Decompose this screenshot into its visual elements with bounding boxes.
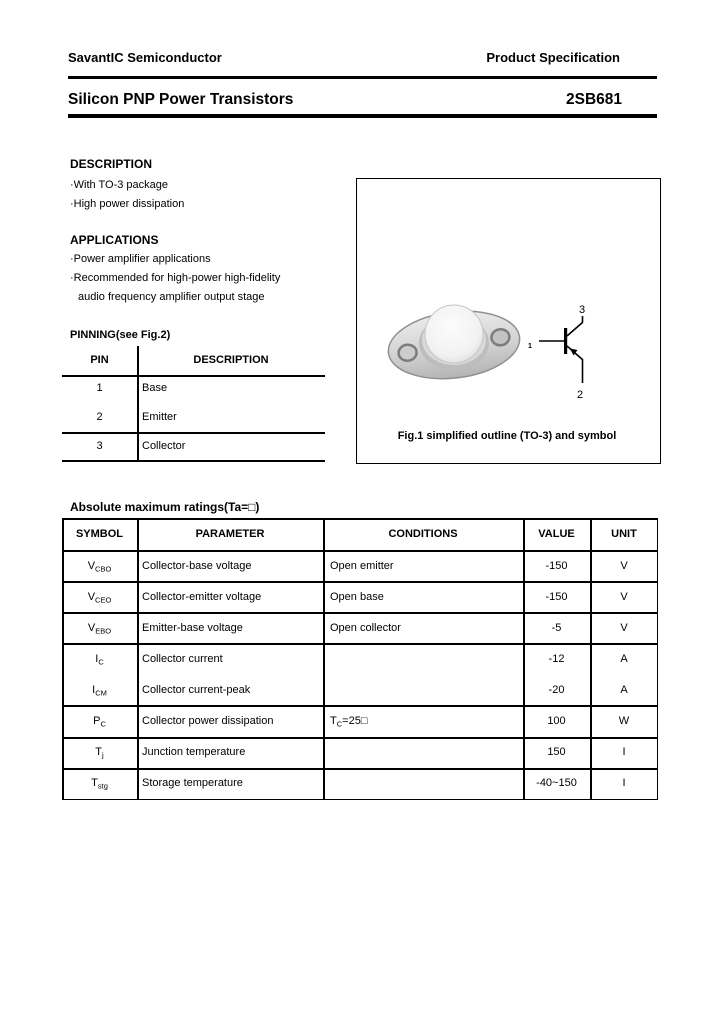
rating-symbol: $T_{stg}$ [91, 777, 108, 791]
applications-heading: APPLICATIONS [70, 233, 159, 247]
applications-item: ·Recommended for high-power high-fidelity [70, 272, 281, 284]
pin-number: 2 [96, 411, 103, 423]
symbol-base-bar [564, 328, 567, 354]
pinning-line [62, 432, 325, 434]
rating-parameter: Collector-base voltage [142, 560, 252, 572]
rating-parameter: Junction temperature [142, 746, 246, 758]
ratings-table [62, 518, 658, 800]
pinning-col-desc: DESCRIPTION [193, 354, 269, 366]
figure-caption: Fig.1 simplified outline (TO-3) and symbol [397, 430, 617, 442]
rating-conditions: Open collector [330, 622, 401, 634]
rating-unit: V [620, 591, 628, 603]
description-heading: DESCRIPTION [70, 157, 153, 171]
page-title: Silicon PNP Power Transistors [68, 91, 294, 108]
rating-symbol: $V_{CEO}$ [87, 591, 112, 605]
rating-parameter: Emitter-base voltage [142, 622, 243, 634]
pin-number: 3 [96, 440, 103, 452]
header-rule-bottom [68, 114, 657, 118]
rating-value: 100 [547, 715, 566, 727]
rating-value: -40~150 [536, 777, 577, 789]
rating-symbol: $T_j$ [95, 746, 104, 760]
pin-description: Base [142, 382, 168, 394]
table-line [62, 612, 658, 614]
rating-conditions: Open emitter [330, 560, 394, 572]
ratings-col-conditions: CONDITIONS [388, 528, 458, 540]
rating-parameter: Collector power dissipation [142, 715, 274, 727]
rating-value: -5 [551, 622, 562, 634]
table-line [62, 799, 658, 801]
table-line [137, 518, 139, 800]
table-line [62, 581, 658, 583]
table-line [62, 705, 658, 707]
rating-value: -12 [548, 653, 565, 665]
pinning-table [62, 346, 325, 462]
pinning-line [62, 460, 325, 462]
rating-parameter: Storage temperature [142, 777, 243, 789]
rating-symbol: $V_{EBO}$ [87, 622, 112, 636]
table-line [62, 643, 658, 645]
table-line [62, 518, 658, 520]
rating-unit: V [620, 560, 628, 572]
rating-unit: W [618, 715, 630, 727]
rating-parameter: Collector-emitter voltage [142, 591, 262, 603]
doc-type: Product Specification [486, 50, 620, 65]
pin-description: Emitter [142, 411, 177, 423]
rating-value: -150 [545, 591, 568, 603]
description-item: ·High power dissipation [70, 198, 185, 210]
rating-symbol: $I_{CM}$ [92, 684, 107, 698]
vendor-name: SavantIC Semiconductor [68, 50, 222, 65]
pin-description: Collector [142, 440, 186, 452]
rating-parameter: Collector current-peak [142, 684, 251, 696]
symbol-collector-lead [567, 322, 583, 336]
table-line [323, 518, 325, 800]
rating-value: 150 [547, 746, 566, 758]
rating-symbol: $I_C$ [95, 653, 104, 667]
to3-package-photo [382, 289, 527, 395]
rating-unit: I [622, 746, 626, 758]
emitter-pin-label: 2 [577, 389, 584, 401]
rating-unit: A [620, 653, 628, 665]
rating-conditions: Open base [330, 591, 384, 603]
description-item: ·With TO-3 package [70, 179, 169, 191]
header-rule-top [68, 76, 657, 79]
pinning-line [62, 375, 325, 377]
table-line [62, 768, 658, 770]
rating-conditions: $T_C=25□$ [330, 715, 368, 729]
ratings-heading: Absolute maximum ratings(Ta=□) [70, 500, 260, 514]
pinning-col-pin: PIN [90, 354, 109, 366]
table-line [62, 550, 658, 552]
part-number: 2SB681 [565, 91, 622, 108]
rating-unit: I [622, 777, 626, 789]
applications-item: audio frequency amplifier output stage [78, 291, 265, 303]
table-line [62, 737, 658, 739]
rating-symbol: $P_C$ [93, 715, 106, 729]
rating-parameter: Collector current [142, 653, 223, 665]
rating-value: -150 [545, 560, 568, 572]
rating-value: -20 [548, 684, 565, 696]
ratings-col-value: VALUE [538, 528, 575, 540]
ratings-col-parameter: PARAMETER [195, 528, 265, 540]
applications-item: ·Power amplifier applications [70, 253, 211, 265]
rating-unit: V [620, 622, 628, 634]
pinning-heading: PINNING(see Fig.2) [70, 329, 171, 341]
rating-symbol: $V_{CBO}$ [87, 560, 112, 574]
ratings-col-unit: UNIT [611, 528, 637, 540]
base-pin-label: 1 [528, 343, 532, 350]
figure-box [356, 178, 661, 464]
rating-unit: A [620, 684, 628, 696]
collector-pin-label: 3 [579, 304, 586, 316]
pin-number: 1 [96, 382, 103, 394]
transistor-symbol [527, 291, 617, 406]
ratings-col-symbol: SYMBOL [75, 528, 124, 540]
